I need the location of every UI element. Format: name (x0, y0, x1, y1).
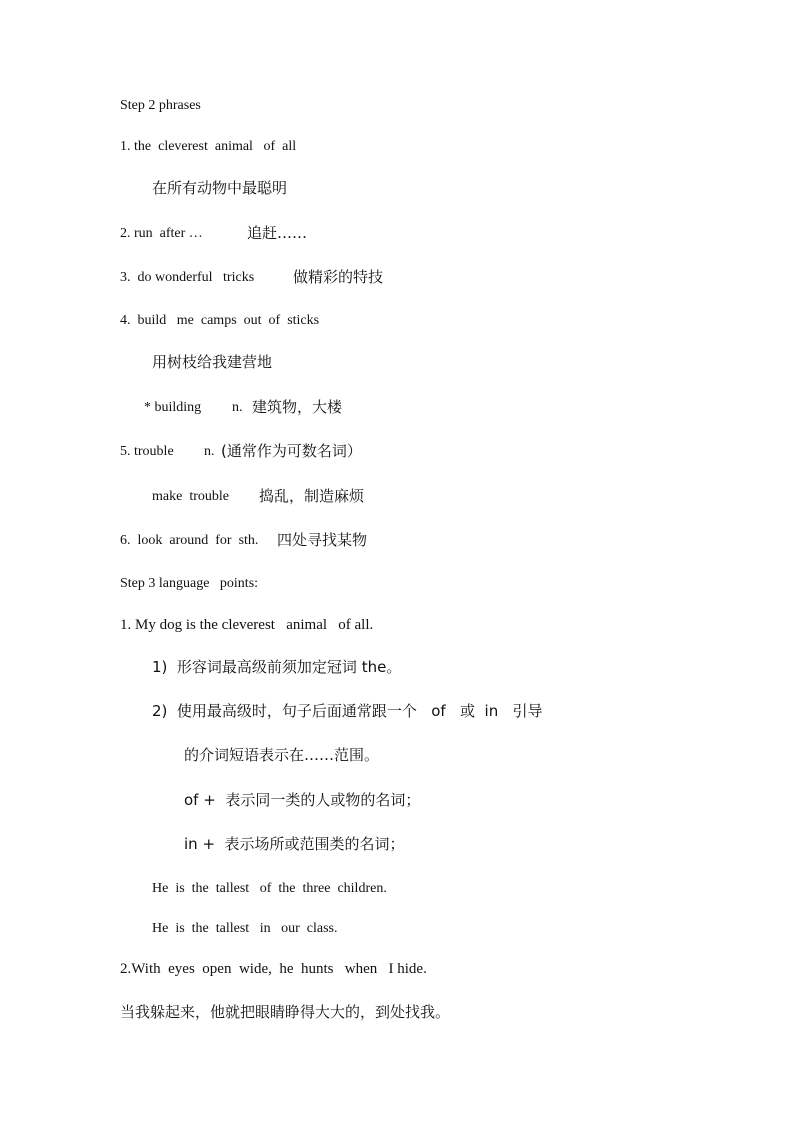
point-1-note-2: 2) 使用最高级时，句子后面通常跟一个 of 或 in 引导 (152, 702, 543, 720)
point-1-note-in: in + 表示场所或范围类的名词； (184, 835, 405, 853)
point-1: 1. My dog is the cleverest animal of all. (120, 617, 374, 633)
phrase-3: 3. do wonderful tricks (120, 270, 255, 285)
phrase-2-translation: 追赶…… (247, 224, 308, 242)
phrase-6-translation: 四处寻找某物 (277, 531, 368, 549)
phrase-4-note-translation: 建筑物，大楼 (252, 398, 343, 416)
phrase-5-pos: n. (204, 444, 218, 459)
phrase-3-translation: 做精彩的特技 (293, 268, 384, 286)
phrase-4-note-word: * building (144, 400, 202, 415)
phrase-2: 2. run after … (120, 226, 203, 241)
phrase-1-translation: 在所有动物中最聪明 (152, 179, 288, 197)
phrase-5-example-translation: 捣乱，制造麻烦 (259, 487, 365, 505)
phrase-4-translation: 用树枝给我建营地 (152, 353, 273, 371)
phrase-6: 6. look around for sth. (120, 533, 259, 548)
example-sentence-2: He is the tallest in our class. (152, 921, 338, 936)
phrase-4-note-pos: n. (232, 400, 243, 415)
point-1-note-of: of + 表示同一类的人或物的名词； (184, 791, 421, 809)
point-1-note-1: 1) 形容词最高级前须加定冠词 the。 (152, 658, 402, 676)
step2-heading: Step 2 phrases (120, 98, 201, 113)
point-2-translation: 当我躲起来，他就把眼睛睁得大大的，到处找我。 (120, 1003, 451, 1021)
point-1-note-2-continued: 的介词短语表示在……范围。 (184, 746, 380, 764)
phrase-1: 1. the cleverest animal of all (120, 139, 297, 154)
phrase-5-example: make trouble (152, 489, 229, 504)
phrase-4: 4. build me camps out of sticks (120, 313, 320, 328)
point-2: 2.With eyes open wide, he hunts when I hide. (120, 961, 427, 977)
phrase-5-note: (通常作为可数名词） (221, 442, 362, 460)
step3-heading: Step 3 language points: (120, 576, 259, 591)
phrase-5: 5. trouble (120, 444, 174, 459)
example-sentence-1: He is the tallest of the three children. (152, 881, 387, 896)
